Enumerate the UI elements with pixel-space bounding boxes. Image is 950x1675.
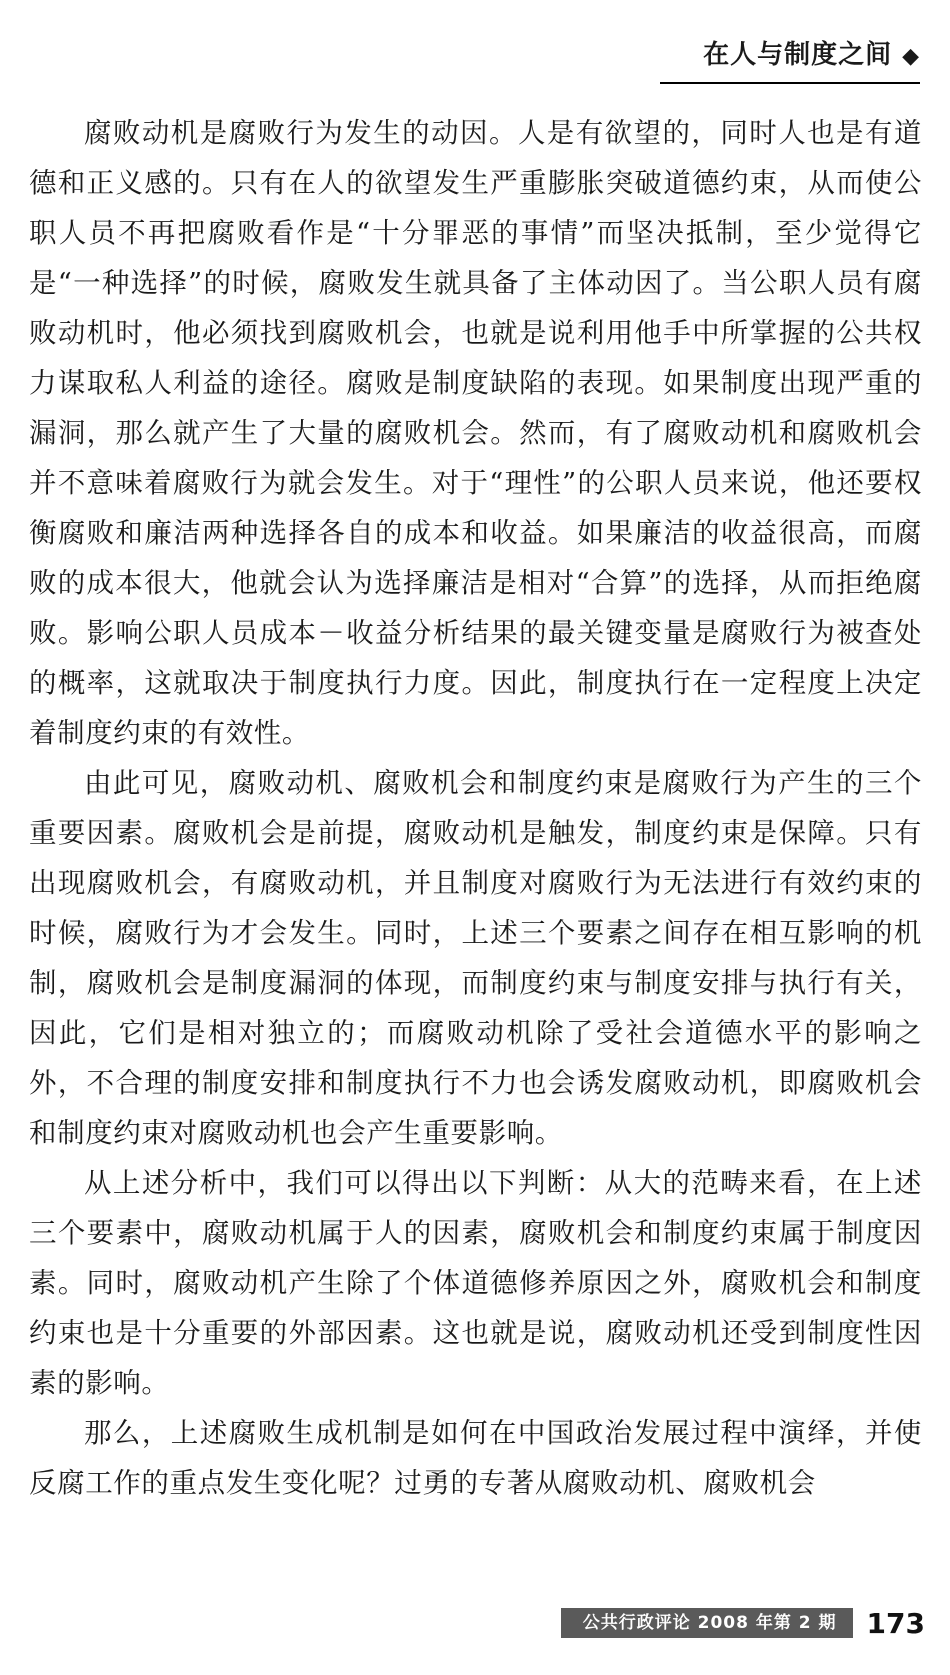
running-header xyxy=(320,38,920,74)
paragraph: 那么，上述腐败生成机制是如何在中国政治发展过程中演绎，并使反腐工作的重点发生变化呢？过勇的专著从腐败动机、腐败机会 xyxy=(29,1417,922,1499)
page-footer xyxy=(561,1602,925,1644)
section-title: 在人与制度之间 xyxy=(703,40,893,70)
paragraph: 从上述分析中，我们可以得出以下判断：从大的范畴来看，在上述三个要素中，腐败动机属于人的因素，腐败机会和制度约束属于制度因素。同时，腐败动机产生除了个体道德修养原因之外，腐败机会和制度约束也是十分重要的外部因素。这也就是说，腐败动机还受到制度性因素的影响。 xyxy=(29,1167,922,1399)
journal-citation: 公共行政评论 2008 年第 2 期 xyxy=(561,1608,853,1638)
article-body xyxy=(29,108,922,1508)
page-number: 173 xyxy=(866,1606,925,1640)
diamond-icon: ◆ xyxy=(902,44,920,69)
paragraph: 腐败动机是腐败行为发生的动因。人是有欲望的，同时人也是有道德和正义感的。只有在人的欲望发生严重膨胀突破道德约束，从而使公职人员不再把腐败看作是“十分罪恶的事情”而坚决抵制，至少觉得它是“一种选择”的时候，腐败发生就具备了主体动因了。当公职人员有腐败动机时，他必须找到腐败机会，也就是说利用他手中所掌握的公共权力谋取私人利益的途径。腐败是制度缺陷的表现。如果制度出现严重的漏洞，那么就产生了大量的腐败机会。然而，有了腐败动机和腐败机会并不意味着腐败行为就会发生。对于“理性”的公职人员来说，他还要权衡腐败和廉洁两种选择各自的成本和收益。如果廉洁的收益很高，而腐败的成本很大，他就会认为选择廉洁是相对“合算”的选择，从而拒绝腐败。影响公职人员成本－收益分析结果的最关键变量是腐败行为被查处的概率，这就取决于制度执行力度。因此，制度执行在一定程度上决定着制度约束的有效性。 xyxy=(29,117,922,749)
paragraph: 由此可见，腐败动机、腐败机会和制度约束是腐败行为产生的三个重要因素。腐败机会是前提，腐败动机是触发，制度约束是保障。只有出现腐败机会，有腐败动机，并且制度对腐败行为无法进行有效约束的时候，腐败行为才会发生。同时，上述三个要素之间存在相互影响的机制，腐败机会是制度漏洞的体现，而制度约束与制度安排与执行有关，因此，它们是相对独立的；而腐败动机除了受社会道德水平的影响之外，不合理的制度安排和制度执行不力也会诱发腐败动机，即腐败机会和制度约束对腐败动机也会产生重要影响。 xyxy=(29,767,922,1149)
header-rule xyxy=(660,82,920,84)
